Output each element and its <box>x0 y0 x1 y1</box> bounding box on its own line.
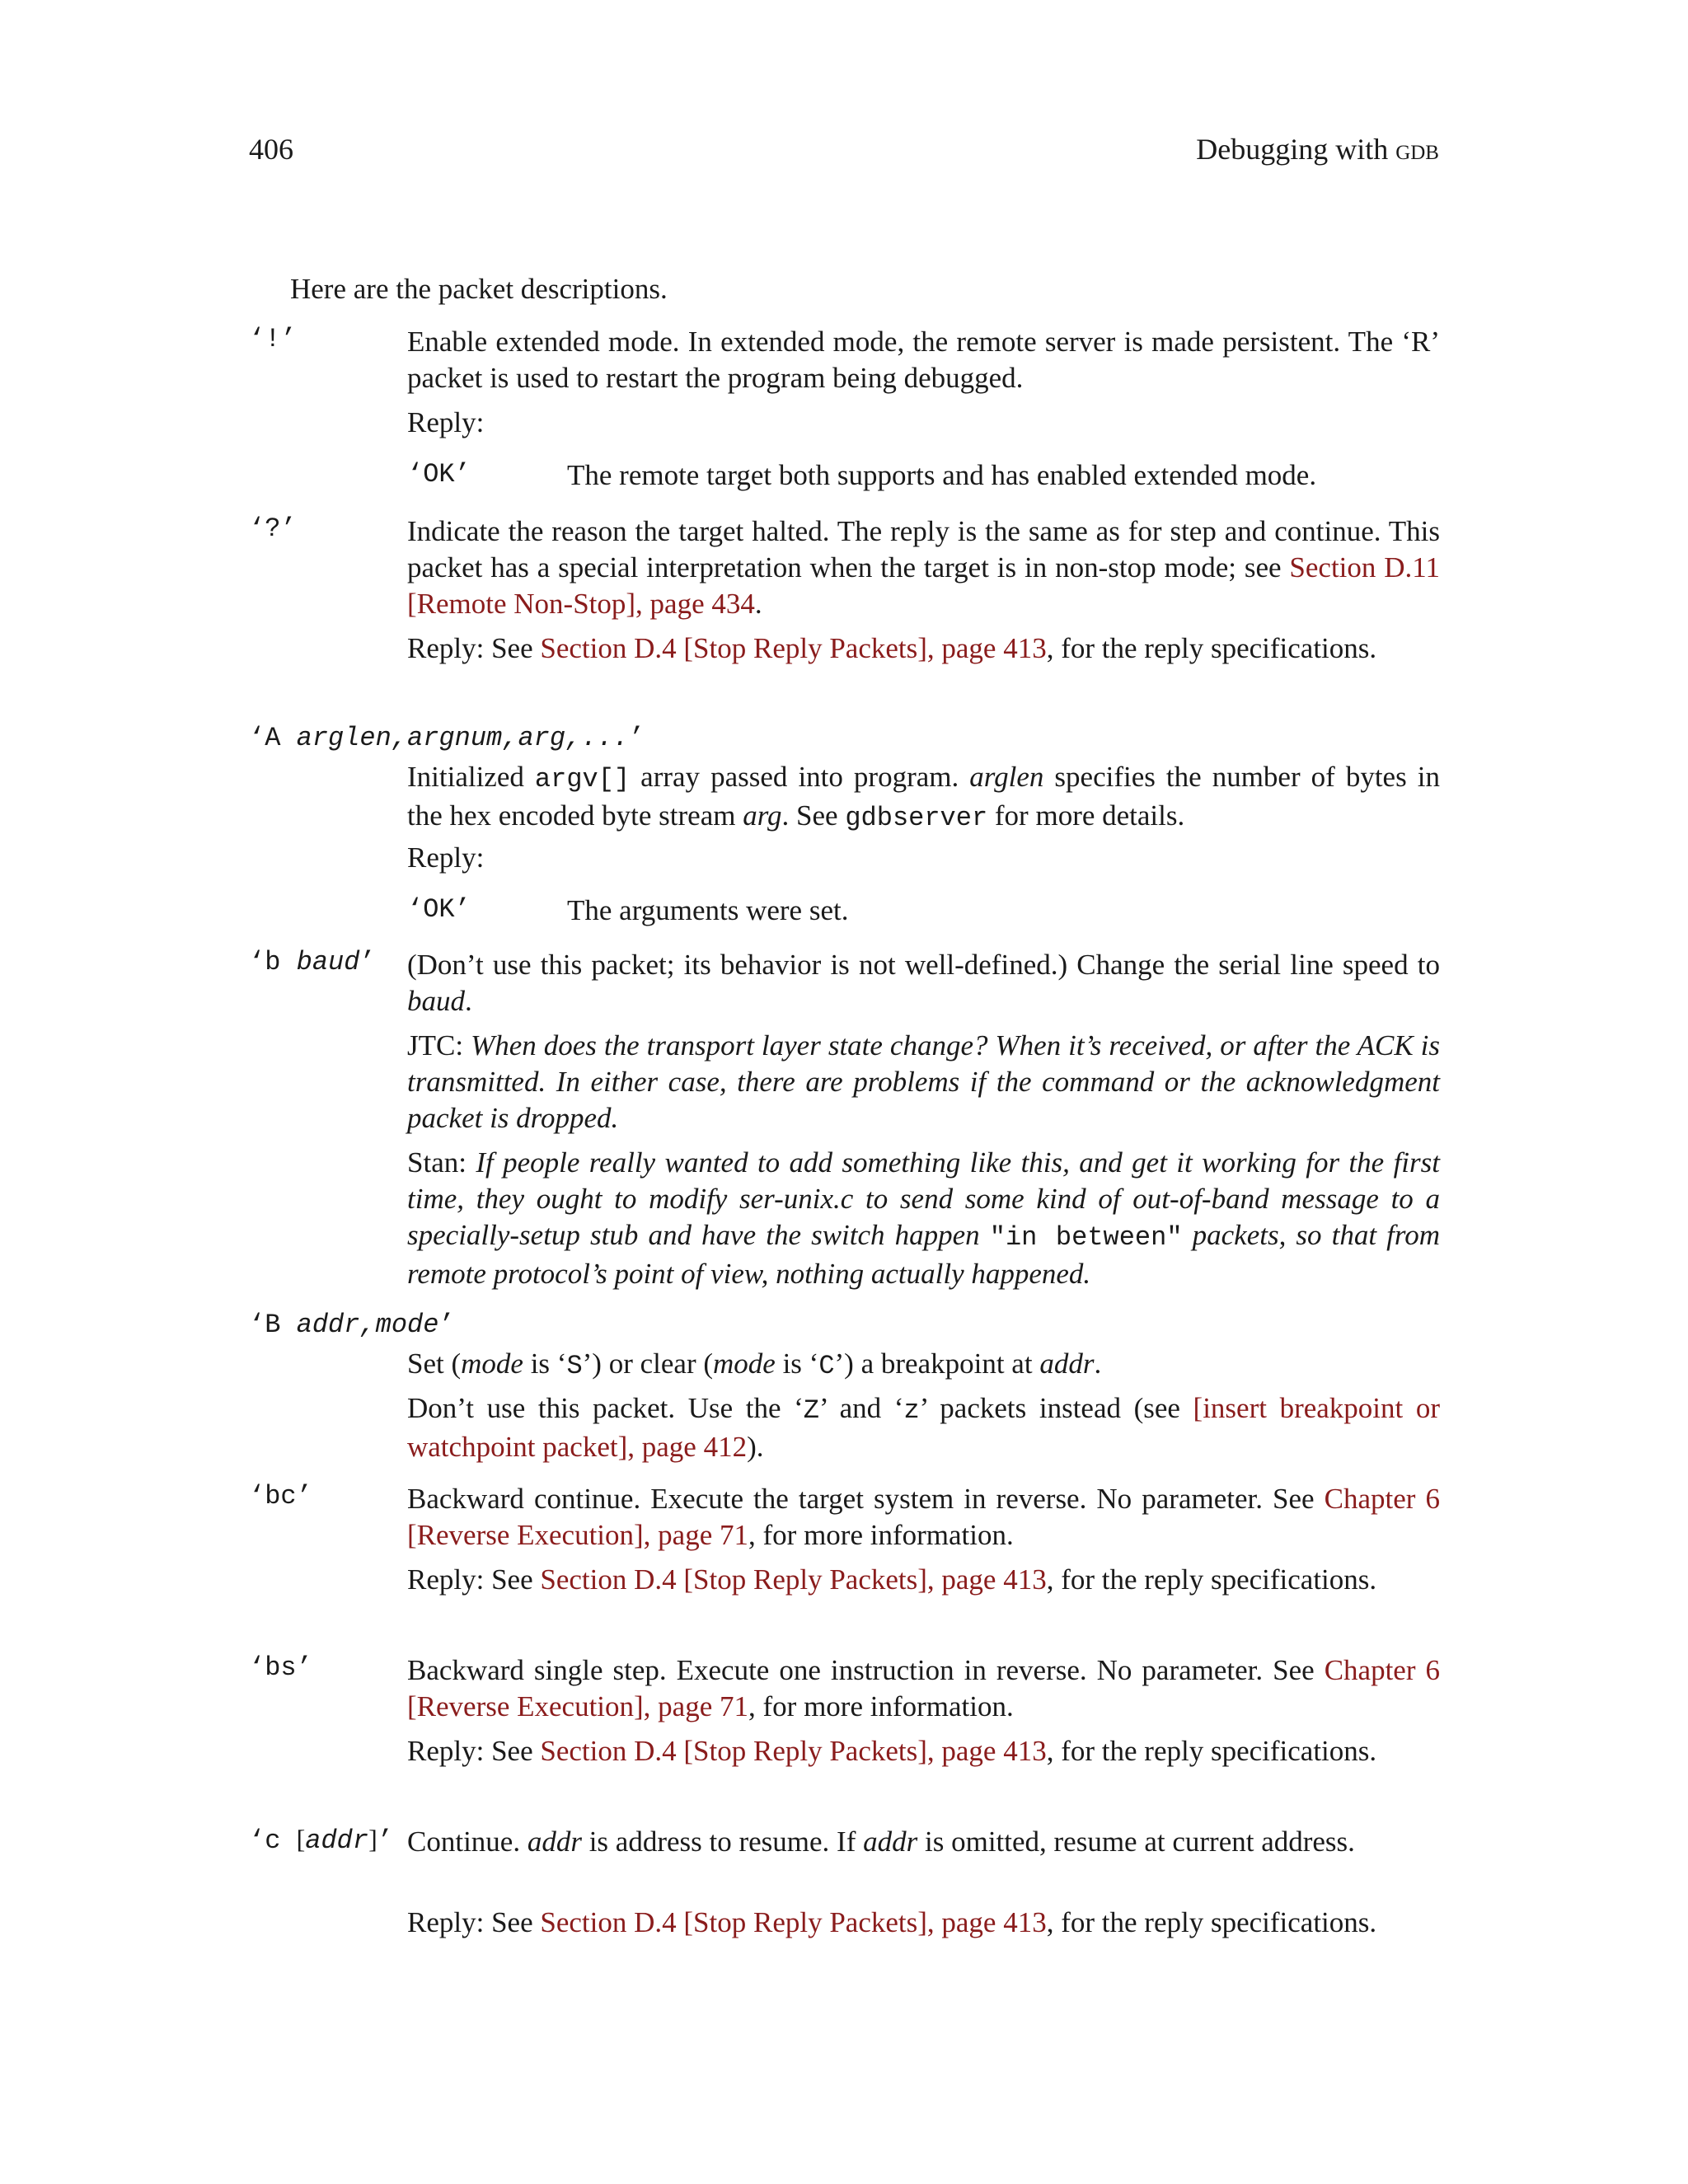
packet-term: ‘bc’ <box>249 1481 312 1511</box>
packet-description: (Don’t use this packet; its behavior is not well-defined.) Change the serial line speed to baud. <box>407 949 1440 1017</box>
packet-description: Backward continue. Execute the target system in reverse. No parameter. See Chapter 6 [Reverse Execution], page 71, for more information. <box>407 1483 1440 1551</box>
reply-paragraph: Reply: See Section D.4 [Stop Reply Packets], page 413, for the reply specifications. <box>407 1906 1377 1938</box>
packet-term: ‘!’ <box>249 324 297 354</box>
page-number: 406 <box>249 133 293 166</box>
reply-term: ‘OK’ <box>407 894 471 925</box>
running-head <box>249 132 1439 171</box>
reply-description: The remote target both supports and has enabled extended mode. <box>567 459 1317 491</box>
xref-link[interactable]: Section D.4 [Stop Reply Packets], page 413 <box>540 1735 1047 1767</box>
xref-link[interactable]: Section D.4 [Stop Reply Packets], page 413 <box>540 1906 1047 1938</box>
jtc-note: JTC: When does the transport layer state change? When it’s received, or after the ACK is transmitted. In either case, there are problems if the command or the acknowledgment packet is dropped. <box>407 1029 1440 1134</box>
reply-paragraph: Reply: See Section D.4 [Stop Reply Packets], page 413, for the reply specifications. <box>407 1563 1377 1596</box>
packet-description: Initialized argv[] array passed into program. arglen specifies the number of bytes in the hex encoded byte stream arg. See gdbserver for more details. <box>407 761 1440 833</box>
xref-link[interactable]: Chapter 6 [Reverse Execution], page 71 <box>407 1483 1440 1551</box>
deprecation-note: Don’t use this packet. Use the ‘Z’ and ‘z’ packets instead (see [insert breakpoint or watchpoint packet], page 412). <box>407 1392 1440 1463</box>
reply-paragraph: Reply: See Section D.4 [Stop Reply Packets], page 413, for the reply specifications. <box>407 1735 1377 1767</box>
reply-label: Reply: <box>407 406 485 438</box>
packet-description: Continue. addr is address to resume. If addr is omitted, resume at current address. <box>407 1825 1355 1858</box>
packet-term: ‘?’ <box>249 513 297 544</box>
xref-link[interactable]: [insert breakpoint or watchpoint packet], page 412 <box>407 1392 1440 1463</box>
stan-note: Stan: If people really wanted to add something like this, and get it working for the first time, they ought to modify ser-unix.c to send some kind of out-of-band message to a specially-setup stub and have the switch happen "in between" packets, so that from remote protocol’s point of view, nothing actually happened. <box>407 1146 1440 1290</box>
xref-link[interactable]: Chapter 6 [Reverse Execution], page 71 <box>407 1654 1440 1722</box>
packet-description: Enable extended mode. In extended mode, the remote server is made persistent. The ‘R’ packet is used to restart the program being debugged. <box>407 326 1440 394</box>
packet-term: ‘b baud’ <box>249 947 376 977</box>
reply-label: Reply: <box>407 841 485 874</box>
reply-term: ‘OK’ <box>407 459 471 490</box>
packet-description: Set (mode is ‘S’) or clear (mode is ‘C’) a breakpoint at addr. <box>407 1347 1102 1381</box>
packet-term: ‘bs’ <box>249 1652 312 1683</box>
packet-description: Backward single step. Execute one instruction in reverse. No parameter. See Chapter 6 [Reverse Execution], page 71, for more information. <box>407 1654 1440 1722</box>
intro-text: Here are the packet descriptions. <box>290 273 668 305</box>
xref-link[interactable]: Section D.4 [Stop Reply Packets], page 413 <box>540 632 1047 664</box>
reply-description: The arguments were set. <box>567 894 849 926</box>
xref-link[interactable]: Section D.4 [Stop Reply Packets], page 413 <box>540 1563 1047 1596</box>
running-title: Debugging with gdb <box>1196 133 1439 166</box>
packet-description: Indicate the reason the target halted. The reply is the same as for step and continue. This packet has a special interpretation when the target is in non-stop mode; see Section D.11 [Remote Non-Stop], page 434. <box>407 515 1441 620</box>
packet-term: ‘B addr,mode’ <box>249 1310 455 1340</box>
packet-term: ‘c [addr]’ <box>249 1824 393 1856</box>
packet-term: ‘A arglen,argnum,arg,...’ <box>249 723 645 753</box>
reply-paragraph: Reply: See Section D.4 [Stop Reply Packets], page 413, for the reply specifications. <box>407 632 1377 664</box>
xref-link[interactable]: Section D.11 [Remote Non-Stop], page 434 <box>407 551 1441 620</box>
